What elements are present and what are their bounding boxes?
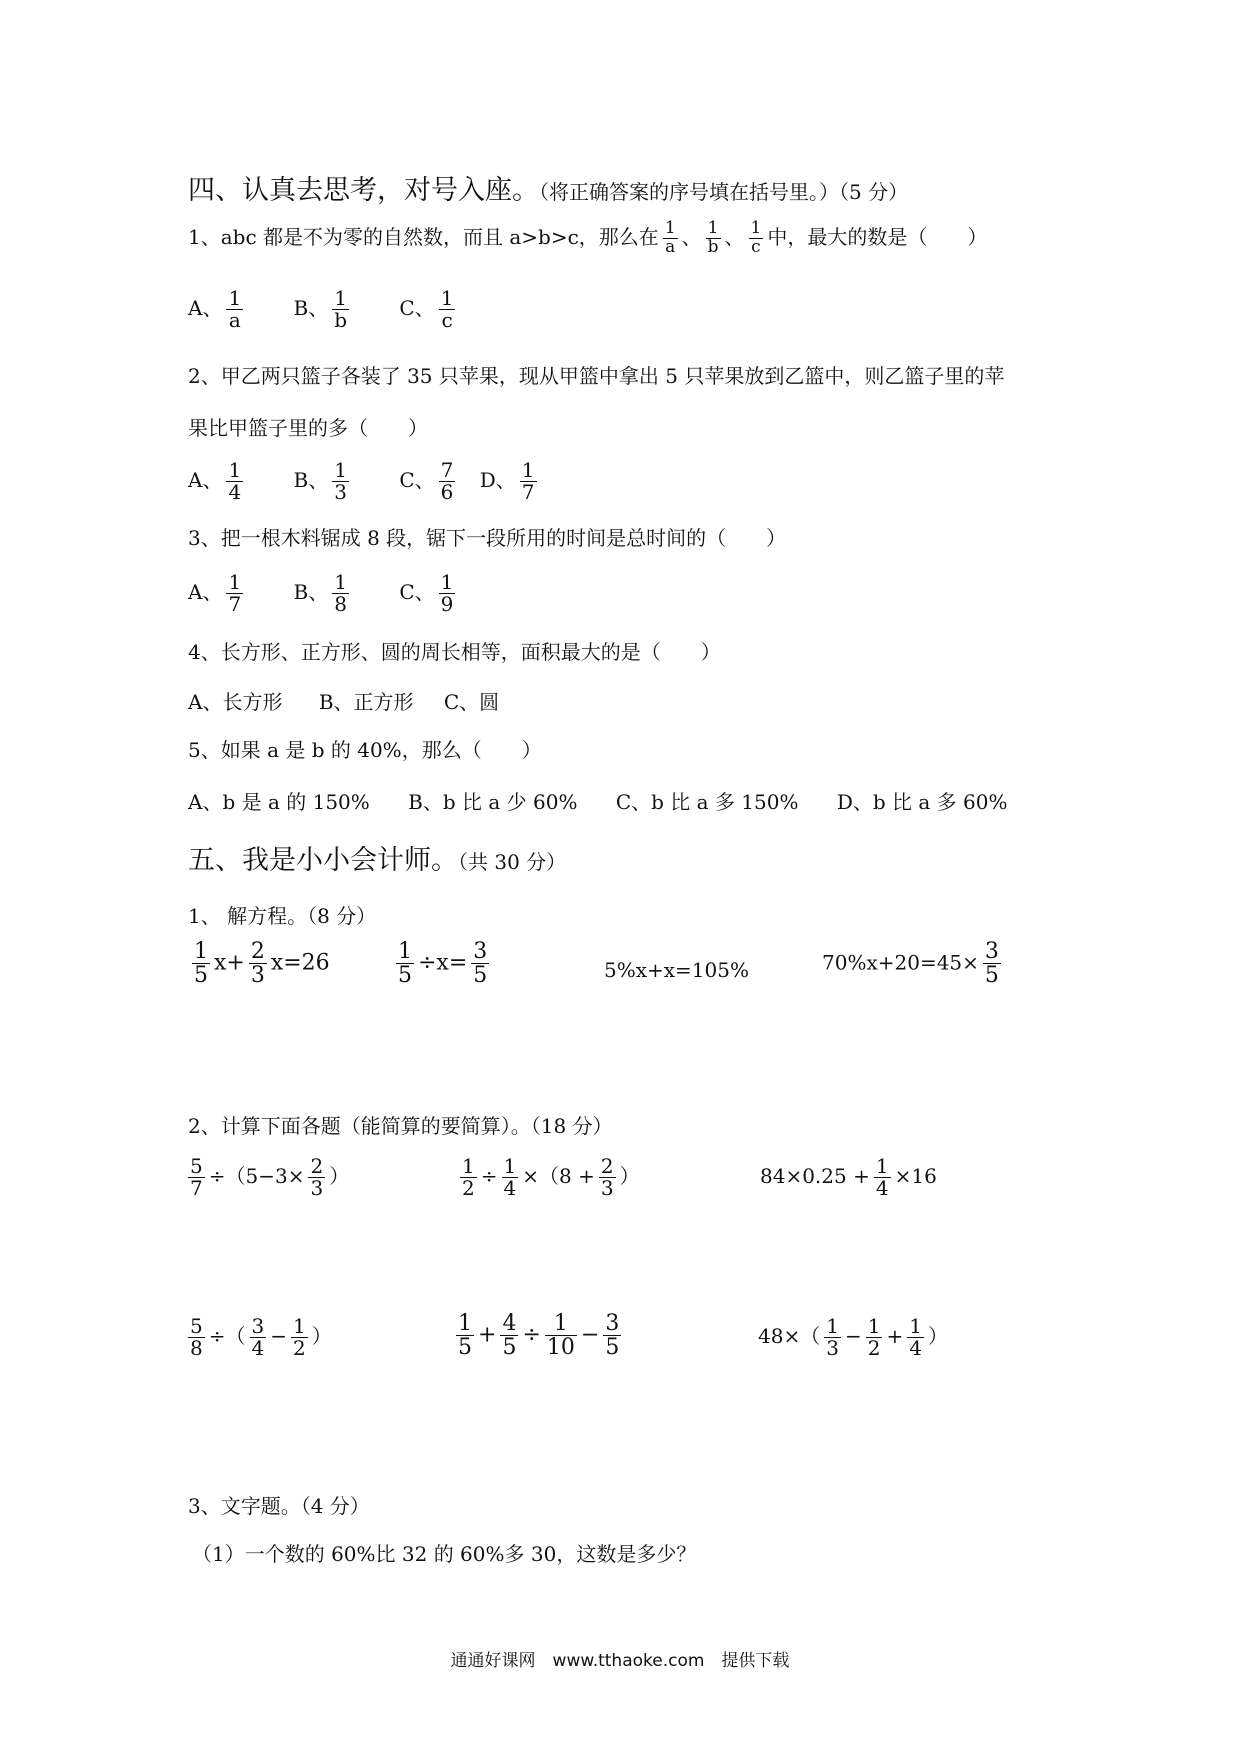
part2-title: 2、计算下面各题（能简算的要简算）。（18 分）	[188, 1114, 613, 1138]
section5-title-text: 五、我是小小会计师。	[188, 845, 458, 876]
c4-frac-1: $\frac{5}{8}$	[190, 1314, 203, 1360]
c6-frac-2: $\frac{1}{2}$	[867, 1314, 881, 1360]
q1-text: 1、abc 都是不为零的自然数，而且 a>b>c，那么在	[188, 224, 659, 249]
question-1	[188, 220, 987, 257]
word-problem-1: （1）一个数的 60%比 32 的 60%多 30，这数是多少？	[192, 1542, 697, 1566]
q1-tail: 中，最大的数是（ ）	[767, 224, 988, 249]
c5-frac-4: $\frac{3}{5}$	[605, 1311, 620, 1361]
eq1-mid: x+	[214, 950, 245, 976]
calc-1	[184, 1156, 349, 1199]
calc-2	[456, 1156, 640, 1199]
c3-frac: $\frac{1}{4}$	[875, 1154, 889, 1200]
c6-head: 48×（	[758, 1324, 821, 1348]
q4-option-c[interactable]: C、圆	[443, 690, 500, 714]
q2-option-d[interactable]: D、 $\frac{1}{7}$	[479, 458, 535, 504]
q2-line1: 2、甲乙两只篮子各装了 35 只苹果，现从甲篮中拿出 5 只苹果放到乙篮中，则乙篮子里的苹	[188, 364, 1005, 388]
c4-mid: ÷（	[208, 1324, 246, 1348]
section5-note: （共 30 分）	[458, 850, 567, 874]
q1-sep-2: 、	[724, 224, 745, 249]
c2-frac-1: $\frac{1}{2}$	[462, 1154, 475, 1200]
c2-op-a: ÷	[480, 1164, 498, 1188]
q2-option-c[interactable]: C、 $\frac{7}{6}$	[399, 458, 454, 504]
q5-text: 5、如果 a 是 b 的 40%，那么（ ）	[188, 738, 542, 762]
c3-tail: ×16	[894, 1164, 937, 1188]
c2-tail: ）	[619, 1164, 640, 1188]
q1-sep-1: 、	[681, 224, 702, 249]
q3-option-c[interactable]: C、 $\frac{1}{9}$	[399, 570, 454, 616]
c6-op-a: −	[844, 1324, 862, 1348]
q2-options	[188, 460, 541, 503]
calc-5	[452, 1312, 625, 1359]
eq2-mid: ÷x=	[418, 950, 468, 976]
c5-op-c: −	[580, 1322, 600, 1348]
calc-6	[758, 1316, 948, 1359]
equation-2	[392, 940, 493, 987]
q1-option-c[interactable]: C、 $\frac{1}{c}$	[399, 286, 454, 332]
q3-text: 3、把一根木料锯成 8 段，锯下一段所用的时间是总时间的（ ）	[188, 526, 787, 550]
eq4-head: 70%x+20=45×	[822, 950, 979, 975]
q2-option-b[interactable]: B、 $\frac{1}{3}$	[293, 458, 347, 504]
equation-3: 5%x+x=105%	[604, 958, 749, 982]
q1-frac-c: $\frac{1}{c}$	[750, 218, 762, 257]
c5-frac-2: $\frac{4}{5}$	[502, 1311, 517, 1361]
section5-title	[188, 838, 566, 877]
q1-options	[188, 288, 459, 331]
calc-4	[184, 1316, 332, 1359]
footer: 通通好课网 www.tthaoke.com 提供下载	[450, 1651, 790, 1671]
c5-frac-3: $\frac{1}{10}$	[546, 1311, 575, 1361]
q5-option-a[interactable]: A、b 是 a 的 150%	[188, 790, 370, 814]
q1-frac-b: $\frac{1}{b}$	[707, 218, 719, 257]
c5-op-b: ÷	[522, 1322, 541, 1348]
section4-note: （将正确答案的序号填在括号里。）（5 分）	[539, 180, 909, 204]
c2-op-b: ×（8 +	[522, 1164, 595, 1188]
c6-op-b: +	[886, 1324, 904, 1348]
c5-frac-1: $\frac{1}{5}$	[458, 1311, 472, 1361]
q1-option-b[interactable]: B、 $\frac{1}{b}$	[293, 286, 348, 332]
q5-option-b[interactable]: B、b 比 a 少 60%	[408, 790, 578, 814]
q5-options	[188, 786, 1007, 815]
part3-title: 3、文字题。（4 分）	[188, 1494, 370, 1518]
q3-option-b[interactable]: B、 $\frac{1}{8}$	[293, 570, 347, 616]
part1-title: 1、 解方程。（8 分）	[188, 904, 377, 928]
calc-3	[760, 1156, 937, 1199]
eq2-frac-2: $\frac{3}{5}$	[473, 939, 488, 989]
c6-frac-3: $\frac{1}{4}$	[909, 1314, 922, 1360]
c1-mid: ÷（5−3×	[208, 1164, 305, 1188]
q5-option-c[interactable]: C、b 比 a 多 150%	[615, 790, 799, 814]
c5-op-a: +	[478, 1322, 497, 1348]
eq1-frac-1: $\frac{1}{5}$	[194, 939, 208, 989]
c1-tail: ）	[329, 1164, 350, 1188]
equation-1	[188, 940, 330, 987]
eq1-frac-2: $\frac{2}{3}$	[250, 939, 265, 989]
c4-frac-3: $\frac{1}{2}$	[293, 1314, 306, 1360]
q1-option-a[interactable]: A、 $\frac{1}{a}$	[188, 286, 242, 332]
c1-frac-2: $\frac{2}{3}$	[310, 1154, 324, 1200]
q3-options	[188, 572, 459, 615]
c1-frac-1: $\frac{5}{7}$	[190, 1154, 203, 1200]
c4-tail: ）	[311, 1324, 332, 1348]
q2-option-a[interactable]: A、 $\frac{1}{4}$	[188, 458, 242, 504]
c4-frac-2: $\frac{3}{4}$	[251, 1314, 265, 1360]
q3-option-a[interactable]: A、 $\frac{1}{7}$	[188, 570, 242, 616]
section4-title-text: 四、认真去思考，对号入座。	[188, 175, 539, 206]
c4-op: −	[270, 1324, 287, 1348]
q4-option-a[interactable]: A、长方形	[188, 690, 283, 714]
eq4-frac: $\frac{3}{5}$	[984, 939, 999, 989]
equation-4	[822, 940, 1005, 987]
q4-option-b[interactable]: B、正方形	[318, 690, 414, 714]
q4-text: 4、长方形、正方形、圆的周长相等，面积最大的是（ ）	[188, 640, 721, 664]
eq2-frac-1: $\frac{1}{5}$	[398, 939, 412, 989]
c6-tail: ）	[927, 1324, 948, 1348]
q1-frac-a: $\frac{1}{a}$	[664, 218, 676, 257]
section4-title	[188, 168, 908, 207]
q2-line2: 果比甲篮子里的多（ ）	[188, 416, 428, 440]
eq1-tail: x=26	[270, 950, 330, 976]
c2-frac-2: $\frac{1}{4}$	[503, 1154, 517, 1200]
q4-options	[188, 686, 499, 715]
c3-head: 84×0.25 +	[760, 1164, 870, 1188]
c2-frac-3: $\frac{2}{3}$	[600, 1154, 614, 1200]
q5-option-d[interactable]: D、b 比 a 多 60%	[836, 790, 1008, 814]
c6-frac-1: $\frac{1}{3}$	[826, 1314, 839, 1360]
